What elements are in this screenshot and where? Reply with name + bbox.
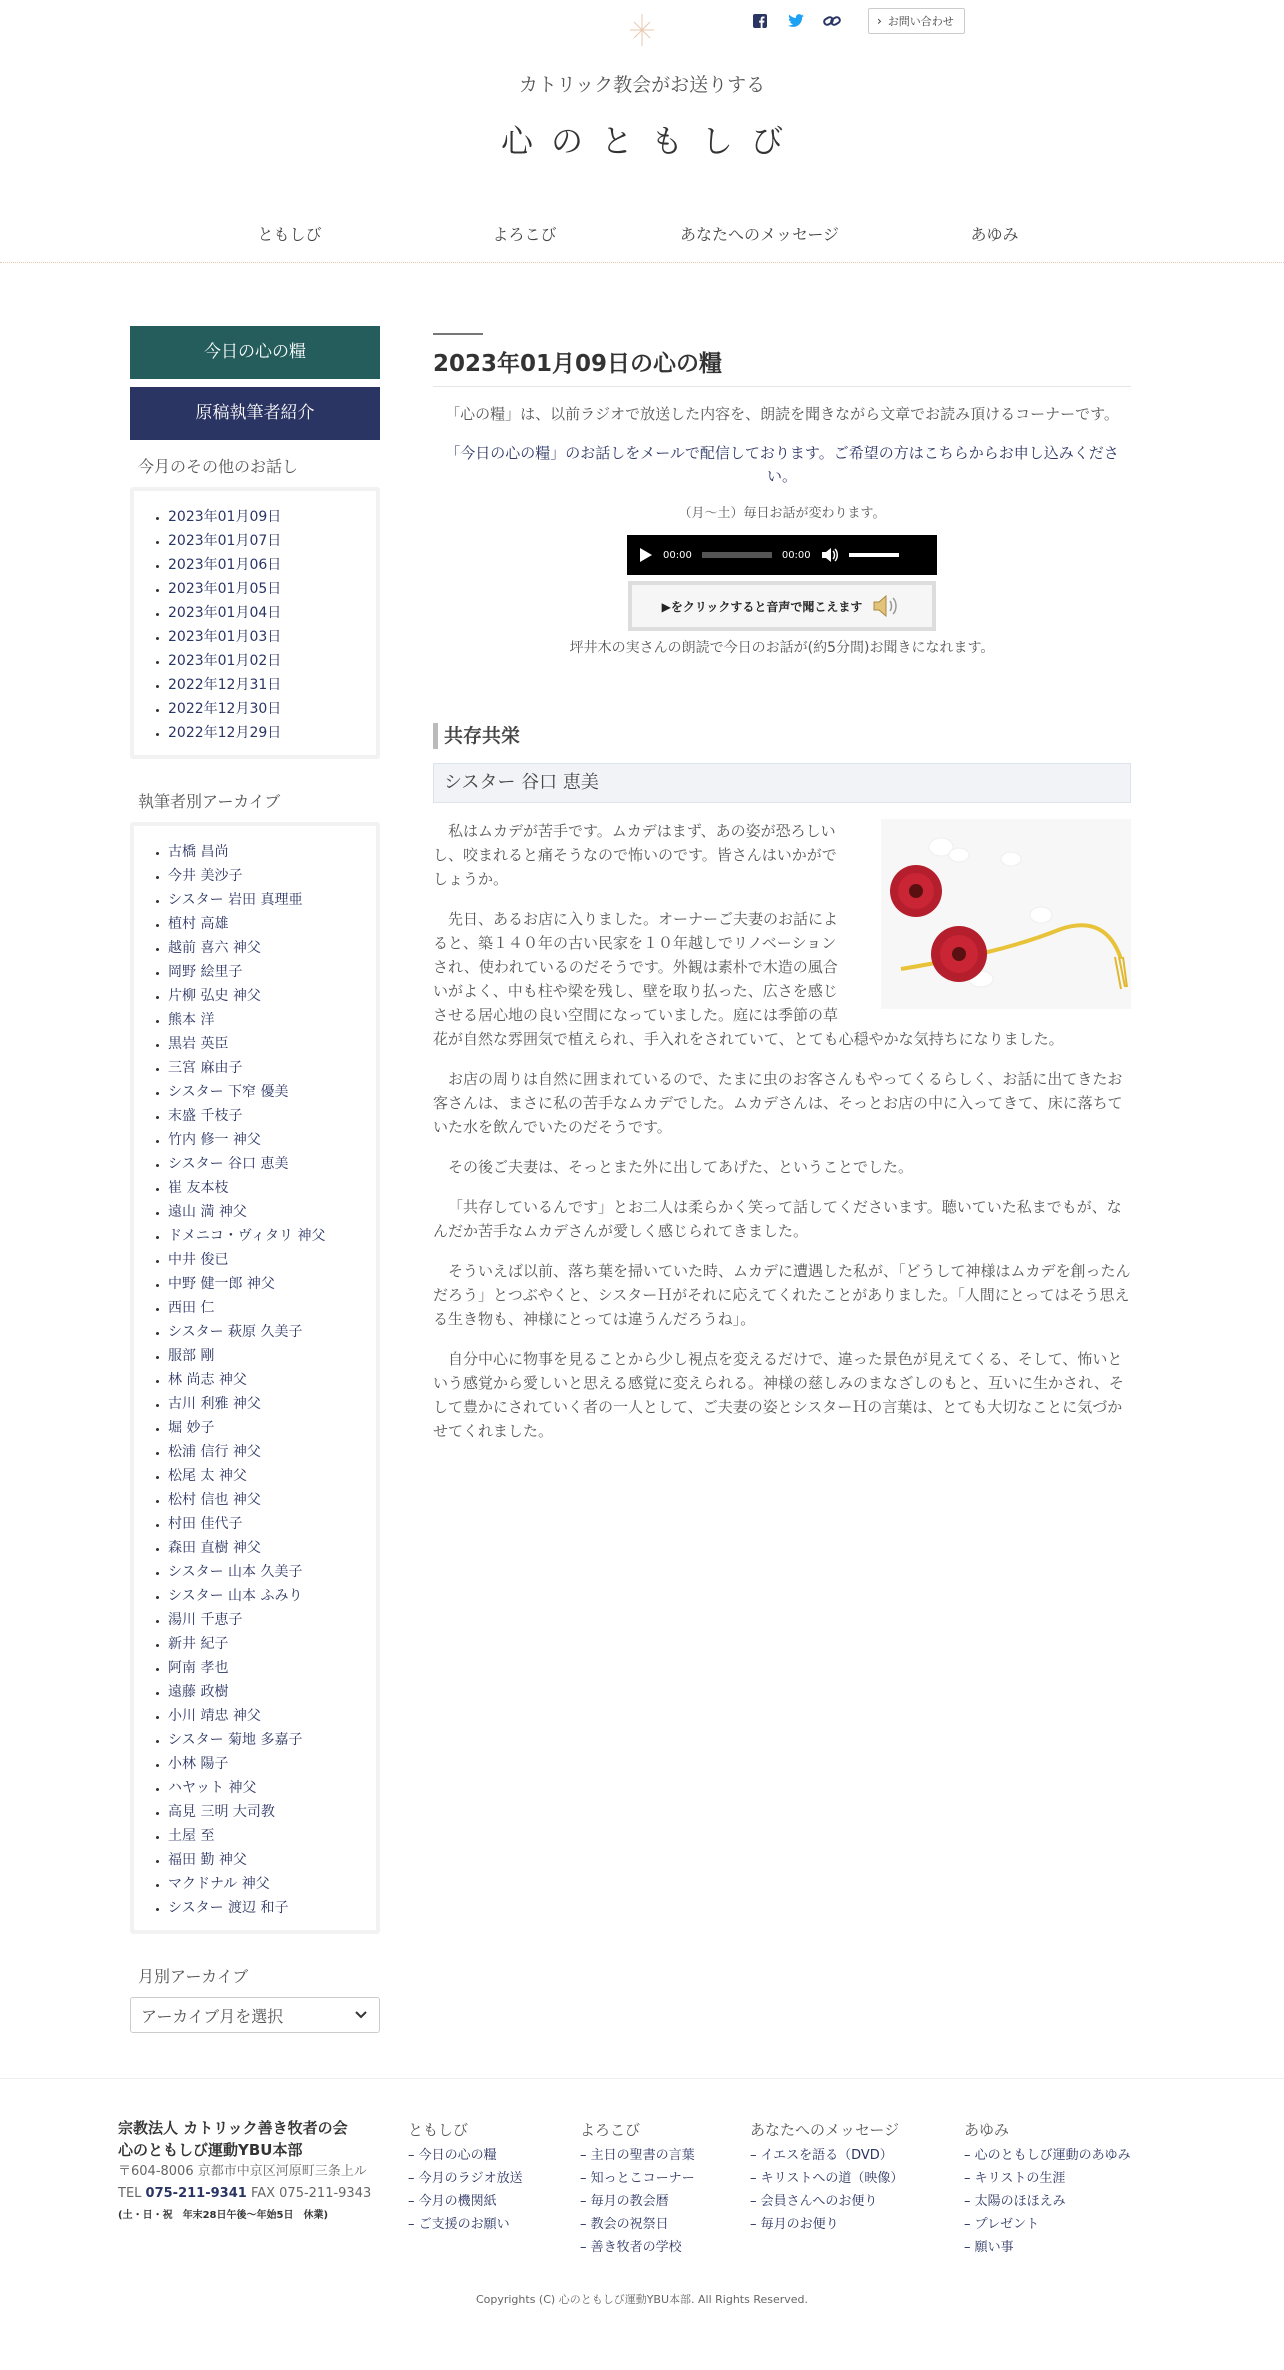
author-archive-link[interactable]: • 新井 紀子 <box>168 1632 366 1656</box>
author-archive-link[interactable]: • 末盛 千枝子 <box>168 1104 366 1128</box>
month-archive-link[interactable]: • 2023年01月04日 <box>168 601 366 625</box>
title-accent-rule <box>433 333 483 335</box>
footer-link[interactable]: – プレゼント <box>964 2213 1131 2236</box>
listen-audio-button[interactable] <box>628 581 936 631</box>
author-archive-link[interactable]: • 小林 陽子 <box>168 1752 366 1776</box>
sidebar <box>130 326 380 2033</box>
footer-link[interactable]: – ご支援のお願い <box>408 2213 523 2236</box>
footer-col-heading: あゆみ <box>964 2121 1010 2139</box>
author-archive-link[interactable]: • 湯川 千恵子 <box>168 1608 366 1632</box>
author-archive-link[interactable]: • 松尾 太 神父 <box>168 1464 366 1488</box>
star-ornament-icon <box>627 12 657 48</box>
month-archive-link[interactable]: • 2023年01月02日 <box>168 649 366 673</box>
site-footer <box>0 2078 1284 2370</box>
article-body <box>433 819 1131 1443</box>
volume-slider[interactable] <box>849 553 899 557</box>
writers-intro-button[interactable]: 原稿執筆者紹介 <box>130 387 380 440</box>
author-archive-link[interactable]: • 古川 利雅 神父 <box>168 1392 366 1416</box>
author-archive-box <box>130 822 380 1934</box>
article-paragraph: 私はムカデが苦手です。ムカデはまず、あの姿が恐ろしいし、咬まれると痛そうなので怖いのです。皆さんはいかがでしょうか。 <box>433 822 837 888</box>
archive-month-select-value: アーカイブ月を選択 <box>141 2006 284 2026</box>
month-list-box <box>130 487 380 759</box>
audio-current-time: 00:00 <box>663 549 692 561</box>
audio-player <box>627 535 937 575</box>
section-title: 共存共栄 <box>433 723 1131 749</box>
twitter-icon[interactable] <box>786 11 806 31</box>
author-archive-link[interactable]: • 黒岩 英臣 <box>168 1032 366 1056</box>
footer-link[interactable]: – 会員さんへのお便り <box>750 2190 903 2213</box>
month-archive-link[interactable]: • 2022年12月29日 <box>168 721 366 745</box>
author-archive-link[interactable]: • 今井 美沙子 <box>168 864 366 888</box>
org-hours: (土・日・祝 年末28日午後〜年始5日 休業) <box>118 2210 329 2221</box>
article-paragraph: 自分中心に物事を見ることから少し視点を変えるだけで、違った景色が見えてくる、そして、怖いという感覚から愛しいと思える感覚に変えられる。神様の慈しみのまなざしのもと、互いに生かされ、そして豊かにされていく者の一人として、ご夫妻の姿とシスターＨの言葉は、とても大切なことに気づかせてくれました。 <box>433 1350 1124 1440</box>
copyright: Copyrights (C) 心のともしび運動YBU本部. All Rights Reserved. <box>475 2293 809 2306</box>
footer-link[interactable]: – 今月のラジオ放送 <box>408 2167 523 2190</box>
chevron-down-icon <box>355 2011 367 2019</box>
author-archive-link[interactable]: • 松浦 信行 神父 <box>168 1440 366 1464</box>
article-paragraph: そういえば以前、落ち葉を掃いていた時、ムカデに遭遇した私が、「どうして神様はムカデを創ったんだろう」とつぶやくと、シスターＨがそれに応えてくれたことがありました。「人間にとってはそう思える生き物も、神様にとっては違うんだろうね」。 <box>433 1262 1131 1328</box>
article-paragraph: お店の周りは自然に囲まれているので、たまに虫のお客さんもやってくるらしく、お話に出てきたお客さんは、まさに私の苦手なムカデでした。ムカデさんは、そっとお店の中に入ってきて、床に落ちていた水を飲んでいたのだそうです。 <box>433 1070 1123 1136</box>
audio-seek-bar[interactable] <box>702 552 772 558</box>
volume-icon[interactable] <box>821 547 839 563</box>
article-paragraph: その後ご夫妻は、そっとまた外に出してあげた、ということでした。 <box>448 1158 914 1176</box>
page-title: 2023年01月09日の心の糧 <box>433 345 1131 387</box>
author-archive-link[interactable]: • 三宮 麻由子 <box>168 1056 366 1080</box>
author-archive-link[interactable]: • 崔 友本枝 <box>168 1176 366 1200</box>
footer-link[interactable]: – イエスを語る（DVD） <box>750 2144 903 2167</box>
author-archive-link[interactable]: • シスター 山本 久美子 <box>168 1560 366 1584</box>
author-archive-link[interactable]: • シスター 谷口 恵美 <box>168 1152 366 1176</box>
site-subtitle: カトリック教会がお送りする <box>518 74 766 96</box>
author-archive-link[interactable]: • シスター 下窄 優美 <box>168 1080 366 1104</box>
author-archive-link[interactable]: • ドメニコ・ヴィタリ 神父 <box>168 1224 366 1248</box>
footer-col-ayumi <box>964 2119 1131 2259</box>
author-name: シスター 谷口 恵美 <box>433 763 1131 803</box>
author-archive-link[interactable]: • 中野 健一郎 神父 <box>168 1272 366 1296</box>
tel-number[interactable]: 075-211-9341 <box>145 2186 247 2201</box>
month-archive-link[interactable]: • 2022年12月31日 <box>168 673 366 697</box>
footer-link[interactable]: – 心のともしび運動のあゆみ <box>964 2144 1131 2167</box>
footer-col-yorokobi <box>580 2119 695 2259</box>
org-subname: 心のともしび運動YBU本部 <box>118 2141 303 2159</box>
author-archive-link[interactable]: • シスター 萩原 久美子 <box>168 1320 366 1344</box>
author-archive-link[interactable]: • 小川 靖忠 神父 <box>168 1704 366 1728</box>
author-archive-link[interactable]: • 服部 剛 <box>168 1344 366 1368</box>
today-kokoro-button[interactable]: 今日の心の糧 <box>130 326 380 379</box>
article-paragraph: 先日、あるお店に入りました。オーナーご夫妻のお話によると、築１４０年の古い民家を１０年越しでリノベーションされ、使われているのだそうです。外観は素朴で木造の風合いがよく、中も柱や梁を残し、壁を取り払った、広さを感じさせる居心地の良い空間になっていました。庭には季節の草花が自然な雰囲気で植えられ、手入れをされていて、とても心穏やかな気持ちになりました。 <box>433 910 1064 1048</box>
footer-link[interactable]: – 善き牧者の学校 <box>580 2236 695 2259</box>
tel-label: TEL <box>118 2186 142 2201</box>
author-archive-link[interactable]: • 竹内 修一 神父 <box>168 1128 366 1152</box>
month-archive-link[interactable]: • 2023年01月09日 <box>168 505 366 529</box>
audio-duration: 00:00 <box>781 549 811 561</box>
flower-photo <box>881 819 1131 1009</box>
footer-link[interactable]: – 主日の聖書の言葉 <box>580 2144 695 2167</box>
chevron-right-icon: › <box>877 14 882 28</box>
nav-item-yorokobi[interactable]: よろこび <box>492 225 557 244</box>
footer-col-heading: ともしび <box>408 2121 469 2139</box>
author-archive-link[interactable]: • シスター 渡辺 和子 <box>168 1896 366 1920</box>
author-archive-link[interactable]: • ハヤット 神父 <box>168 1776 366 1800</box>
footer-col-tomoshibi <box>408 2119 523 2236</box>
daily-note: （月～土）毎日お話が変わります。 <box>678 506 886 521</box>
fax-number: FAX 075-211-9343 <box>250 2186 372 2201</box>
reader-note: 坪井木の実さんの朗読で今日のお話が(約5分間)お聞きになれます。 <box>569 640 995 656</box>
contact-label: お問い合わせ <box>887 15 954 28</box>
author-archive-link[interactable]: • 古橋 昌尚 <box>168 840 366 864</box>
archive-month-select[interactable] <box>130 1997 380 2033</box>
author-archive-link[interactable]: • シスター 山本 ふみり <box>168 1584 366 1608</box>
global-nav <box>0 222 1284 262</box>
nav-item-message[interactable]: あなたへのメッセージ <box>679 225 840 244</box>
org-address: 〒604-8006 京都市中京区河原町三条上ル <box>118 2164 367 2179</box>
footer-col-heading: よろこび <box>580 2121 641 2139</box>
author-list <box>144 840 366 1920</box>
footer-link[interactable]: – 毎月のお便り <box>750 2213 903 2236</box>
author-archive-link[interactable]: • 遠山 満 神父 <box>168 1200 366 1224</box>
author-archive-link[interactable]: • 堀 妙子 <box>168 1416 366 1440</box>
author-archive-heading: 執筆者別アーカイブ <box>138 792 281 811</box>
month-archive-link[interactable]: • 2023年01月06日 <box>168 553 366 577</box>
author-archive-link[interactable]: • 植村 高雄 <box>168 912 366 936</box>
monthly-archive-heading: 月別アーカイブ <box>138 1967 249 1986</box>
author-archive-link[interactable]: • マクドナル 神父 <box>168 1872 366 1896</box>
footer-link[interactable]: – 願い事 <box>964 2236 1131 2259</box>
org-name: 宗教法人 カトリック善き牧者の会 <box>118 2119 348 2137</box>
nav-divider <box>0 262 1284 263</box>
nav-item-ayumi[interactable]: あゆみ <box>970 225 1019 244</box>
author-archive-link[interactable]: • 高見 三明 大司教 <box>168 1800 366 1824</box>
footer-link[interactable]: – 太陽のほほえみ <box>964 2190 1131 2213</box>
author-archive-link[interactable]: • シスター 菊地 多嘉子 <box>168 1728 366 1752</box>
speaker-icon <box>872 594 902 618</box>
footer-link[interactable]: – キリストへの道（映像） <box>750 2167 903 2190</box>
org-phone <box>118 2183 388 2205</box>
footer-col-message <box>750 2119 903 2236</box>
site-title[interactable]: 心のともしび <box>500 122 801 160</box>
nav-item-tomoshibi[interactable]: ともしび <box>257 225 322 244</box>
intro-text: 「心の糧」は、以前ラジオで放送した内容を、朗読を聞きながら文章でお読み頂けるコーナーです。 <box>445 405 1119 423</box>
author-archive-link[interactable]: • 松村 信也 神父 <box>168 1488 366 1512</box>
month-list <box>144 505 366 745</box>
month-archive-link[interactable]: • 2023年01月07日 <box>168 529 366 553</box>
author-archive-link[interactable]: • 岡野 絵里子 <box>168 960 366 984</box>
author-archive-link[interactable]: • 林 尚志 神父 <box>168 1368 366 1392</box>
link-icon[interactable] <box>822 11 842 31</box>
footer-link[interactable]: – 今日の心の糧 <box>408 2144 523 2167</box>
author-archive-link[interactable]: • 片柳 弘史 神父 <box>168 984 366 1008</box>
author-archive-link[interactable]: • 村田 佳代子 <box>168 1512 366 1536</box>
month-archive-link[interactable]: • 2023年01月05日 <box>168 577 366 601</box>
footer-org-info <box>118 2117 388 2227</box>
footer-link[interactable]: – 今月の機関紙 <box>408 2190 523 2213</box>
author-archive-link[interactable]: • 遠藤 政樹 <box>168 1680 366 1704</box>
facebook-icon[interactable] <box>750 11 770 31</box>
footer-link[interactable]: – キリストの生涯 <box>964 2167 1131 2190</box>
footer-link[interactable]: – 知っとこコーナー <box>580 2167 695 2190</box>
month-list-heading: 今月のその他のお話し <box>138 457 299 476</box>
listen-label: ▶をクリックすると音声で聞こえます <box>661 599 863 614</box>
author-archive-link[interactable]: • 森田 直樹 神父 <box>168 1536 366 1560</box>
author-archive-link[interactable]: • シスター 岩田 真理亜 <box>168 888 366 912</box>
footer-link[interactable]: – 教会の祝祭日 <box>580 2213 695 2236</box>
month-archive-link[interactable]: • 2022年12月30日 <box>168 697 366 721</box>
author-archive-link[interactable]: • 中井 俊已 <box>168 1248 366 1272</box>
author-archive-link[interactable]: • 阿南 孝也 <box>168 1656 366 1680</box>
author-archive-link[interactable]: • 福田 勤 神父 <box>168 1848 366 1872</box>
author-archive-link[interactable]: • 越前 喜六 神父 <box>168 936 366 960</box>
author-archive-link[interactable]: • 土屋 至 <box>168 1824 366 1848</box>
play-icon[interactable] <box>639 547 653 563</box>
footer-col-heading: あなたへのメッセージ <box>750 2121 900 2139</box>
author-archive-link[interactable]: • 熊本 洋 <box>168 1008 366 1032</box>
site-header <box>0 0 1284 270</box>
social-links <box>750 8 965 34</box>
author-archive-link[interactable]: • 西田 仁 <box>168 1296 366 1320</box>
month-archive-link[interactable]: • 2023年01月03日 <box>168 625 366 649</box>
article-paragraph: 「共存しているんです」とお二人は柔らかく笑って話してくださいます。聴いていた私までもが、なんだか苦手なムカデさんが愛しく感じられてきました。 <box>433 1198 1122 1240</box>
contact-button[interactable] <box>868 8 965 34</box>
footer-link[interactable]: – 毎月の教会暦 <box>580 2190 695 2213</box>
mail-subscribe-link[interactable]: 「今日の心の糧」のお話しをメールで配信しております。ご希望の方はこちらからお申し込みください。 <box>445 444 1119 485</box>
main-content <box>433 333 1131 1459</box>
